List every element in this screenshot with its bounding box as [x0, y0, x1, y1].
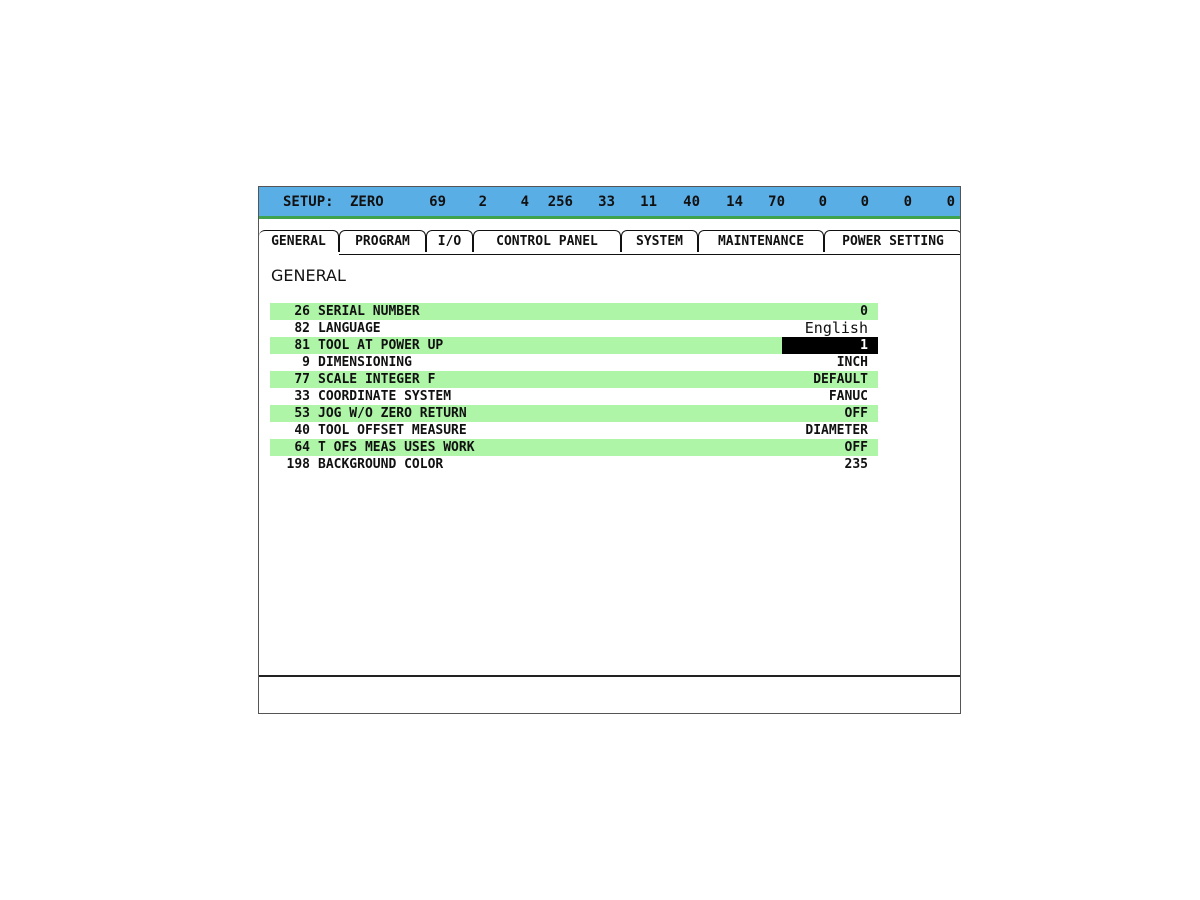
tab-bar — [259, 230, 960, 254]
tab-divider — [339, 254, 960, 255]
setting-number: 33 — [294, 389, 310, 404]
status-value: 256 — [547, 194, 573, 210]
status-value: 0 — [946, 194, 955, 210]
tab-control-panel[interactable]: CONTROL PANEL — [473, 230, 621, 252]
setting-name: TOOL OFFSET MEASURE — [318, 423, 467, 438]
setting-value: 235 — [844, 457, 868, 472]
status-value: 69 — [429, 194, 446, 210]
setting-name: JOG W/O ZERO RETURN — [318, 406, 467, 421]
status-value: 0 — [903, 194, 912, 210]
status-value: 14 — [726, 194, 743, 210]
setting-number: 9 — [302, 355, 310, 370]
setting-name: SERIAL NUMBER — [318, 304, 420, 319]
page-title: GENERAL — [271, 266, 346, 285]
tab-power-setting[interactable]: POWER SETTING — [824, 230, 961, 252]
status-value: 0 — [818, 194, 827, 210]
status-bar — [259, 187, 960, 219]
status-value: 4 — [520, 194, 529, 210]
setting-value: OFF — [844, 406, 868, 421]
tab-io[interactable]: I/O — [426, 230, 473, 252]
status-value: 0 — [860, 194, 869, 210]
setting-number: 53 — [294, 406, 310, 421]
status-value: 33 — [598, 194, 615, 210]
setting-value: DIAMETER — [805, 423, 868, 438]
setting-number: 198 — [286, 457, 310, 472]
setting-value: INCH — [836, 355, 868, 370]
setting-row-background-color[interactable] — [270, 456, 878, 473]
setting-number: 40 — [294, 423, 310, 438]
setting-value: FANUC — [828, 389, 868, 404]
settings-list — [270, 303, 878, 473]
setting-number: 81 — [294, 338, 310, 353]
setting-row-scale-integer-f[interactable] — [270, 371, 878, 388]
setting-name: T OFS MEAS USES WORK — [318, 440, 475, 455]
setting-number: 26 — [294, 304, 310, 319]
setting-row-t-ofs-meas-uses-work[interactable] — [270, 439, 878, 456]
setting-name: COORDINATE SYSTEM — [318, 389, 452, 404]
message-bar — [259, 675, 960, 713]
setting-number: 64 — [294, 440, 310, 455]
setting-value: DEFAULT — [813, 372, 868, 387]
setting-row-jog-wo-zero-return[interactable] — [270, 405, 878, 422]
setting-name: TOOL AT POWER UP — [318, 338, 444, 353]
status-value: 2 — [478, 194, 487, 210]
setting-name: SCALE INTEGER F — [318, 372, 436, 387]
setting-name: BACKGROUND COLOR — [318, 457, 444, 472]
status-value: 11 — [640, 194, 657, 210]
setting-name: DIMENSIONING — [318, 355, 412, 370]
setting-row-tool-at-power-up[interactable] — [270, 337, 878, 354]
status-value: 70 — [768, 194, 785, 210]
tab-program[interactable]: PROGRAM — [339, 230, 426, 252]
status-mode: SETUP: — [283, 194, 334, 210]
setting-number: 77 — [294, 372, 310, 387]
tab-system[interactable]: SYSTEM — [621, 230, 698, 252]
status-value: 40 — [683, 194, 700, 210]
setting-name: LANGUAGE — [318, 321, 381, 336]
setting-row-serial-number[interactable] — [270, 303, 878, 320]
setting-row-language[interactable] — [270, 320, 878, 337]
tab-maintenance[interactable]: MAINTENANCE — [698, 230, 824, 252]
setting-row-dimensioning[interactable] — [270, 354, 878, 371]
status-submode: ZERO — [350, 194, 384, 210]
setting-value: English — [804, 319, 868, 337]
setting-row-tool-offset-measure[interactable] — [270, 422, 878, 439]
setting-value: 0 — [860, 304, 868, 319]
setting-number: 82 — [294, 321, 310, 336]
setting-row-coordinate-system[interactable] — [270, 388, 878, 405]
selected-value-cursor[interactable]: 1 — [782, 337, 878, 354]
tab-general[interactable]: GENERAL — [259, 230, 339, 252]
setting-value: OFF — [844, 440, 868, 455]
control-screen — [258, 186, 961, 714]
